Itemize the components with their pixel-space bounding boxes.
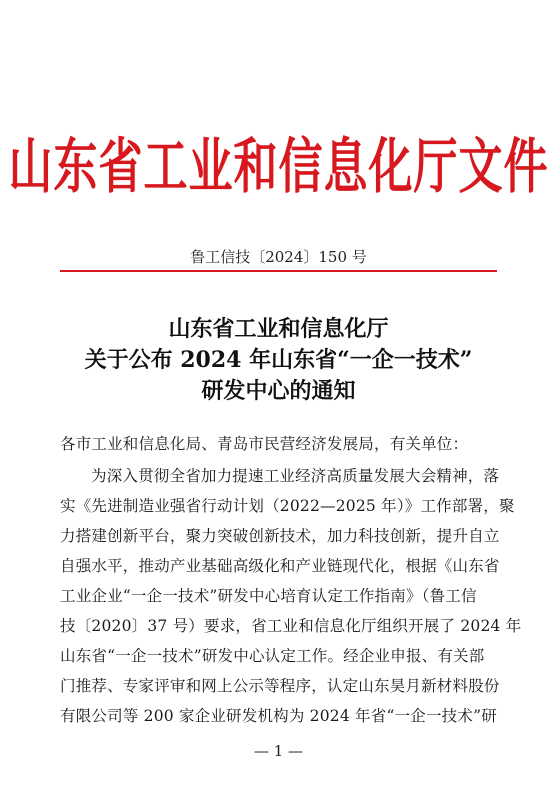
salutation: 各市工业和信息化局、青岛市民营经济发展局，有关单位：: [60, 435, 469, 453]
body-line: 有限公司等 200 家企业研发机构为 2024 年省“一企一技术”研: [60, 707, 497, 725]
body-line: 力搭建创新平台，聚力突破创新技术，加力科技创新，提升自立: [60, 527, 500, 545]
body-line: 自强水平，推动产业基础高级化和产业链现代化，根据《山东省: [60, 557, 500, 575]
body-line: 实《先进制造业强省行动计划（2022—2025 年）》工作部署，聚: [60, 497, 515, 515]
body-line: 工业企业“一企一技术”研发中心培育认定工作指南》（鲁工信: [60, 587, 477, 605]
notice-title-line-2: 关于公布 2024 年山东省“一企一技术”: [84, 347, 473, 373]
body-line: 门推荐、专家评审和网上公示等程序，认定山东昊月新材料股份: [60, 677, 500, 695]
masthead-title: 山东省工业和信息化厅文件: [8, 132, 549, 202]
body-line: 技〔2020〕37 号）要求，省工业和信息化厅组织开展了 2024 年: [60, 617, 522, 635]
notice-title-line-3: 研发中心的通知: [201, 378, 356, 404]
document-number: 鲁工信技〔2024〕150 号: [190, 248, 367, 266]
page-number: — 1 —: [253, 742, 304, 760]
notice-title-line-1: 山东省工业和信息化厅: [168, 316, 389, 342]
body-line: 山东省“一企一技术”研发中心认定工作。经企业申报、有关部: [60, 647, 485, 665]
body-line: 为深入贯彻全省加力提速工业经济高质量发展大会精神，落: [91, 467, 500, 485]
red-divider-line: [60, 270, 497, 272]
